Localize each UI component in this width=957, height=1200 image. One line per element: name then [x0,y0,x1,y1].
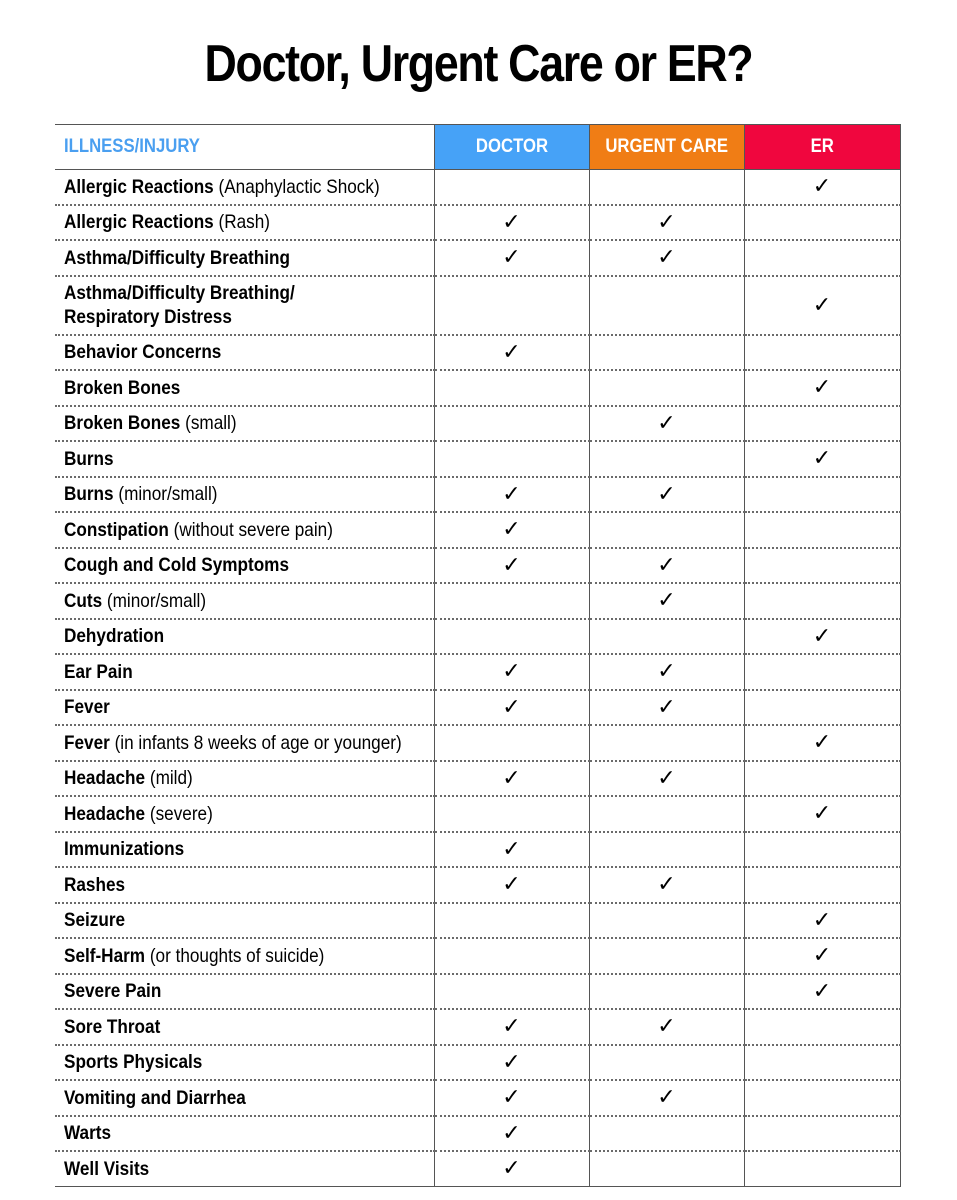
illness-title: Rashes [64,873,126,896]
table-row [55,1009,900,1045]
er-check-cell [744,690,900,726]
er-check-cell: ✓ [744,903,900,939]
table-row [55,441,900,477]
illness-name [55,832,434,868]
table-row [55,1045,900,1081]
doctor-check-cell [434,619,589,655]
doctor-check-cell: ✓ [434,761,589,797]
table-row [55,276,900,335]
er-check-cell [744,205,900,241]
urgent-care-check-cell [589,1045,744,1081]
illness-name [55,240,434,276]
doctor-check-cell [434,796,589,832]
doctor-check-cell [434,276,589,335]
urgent-care-check-cell: ✓ [589,406,744,442]
urgent-care-check-cell [589,170,744,205]
urgent-care-check-cell: ✓ [589,690,744,726]
illness-title: Burns [64,447,114,470]
doctor-check-cell: ✓ [434,1080,589,1116]
illness-title: Cuts [64,589,103,612]
illness-detail: (minor/small) [113,483,218,506]
illness-name [55,1009,434,1045]
urgent-care-check-cell [589,619,744,655]
er-check-cell [744,583,900,619]
illness-title: Dehydration [64,625,165,648]
table-row [55,583,900,619]
illness-name [55,1116,434,1152]
er-check-cell: ✓ [744,796,900,832]
er-check-cell [744,548,900,584]
doctor-check-cell [434,903,589,939]
illness-name [55,406,434,442]
illness-title: Severe Pain [64,980,162,1003]
header-illness-injury: ILLNESS/INJURY [55,125,434,170]
table-body [55,170,900,1187]
table-row [55,370,900,406]
table-row [55,240,900,276]
illness-title: Immunizations [64,838,185,861]
illness-name [55,725,434,761]
doctor-check-cell: ✓ [434,548,589,584]
urgent-care-check-cell: ✓ [589,1080,744,1116]
table-row [55,335,900,371]
illness-title: Sports Physicals [64,1051,203,1074]
illness-name [55,903,434,939]
illness-title: Self-Harm [64,944,146,967]
table-row [55,690,900,726]
er-check-cell: ✓ [744,170,900,205]
illness-name [55,938,434,974]
doctor-check-cell: ✓ [434,1045,589,1081]
illness-title-line2: Respiratory Distress [64,306,232,328]
er-check-cell [744,240,900,276]
doctor-check-cell: ✓ [434,1151,589,1186]
table-row [55,867,900,903]
doctor-check-cell: ✓ [434,832,589,868]
doctor-check-cell [434,725,589,761]
urgent-care-check-cell [589,441,744,477]
urgent-care-check-cell: ✓ [589,583,744,619]
er-check-cell [744,512,900,548]
doctor-check-cell: ✓ [434,1116,589,1152]
er-check-cell [744,406,900,442]
table-row [55,406,900,442]
illness-title: Sore Throat [64,1015,161,1038]
illness-name [55,170,434,205]
illness-name [55,796,434,832]
doctor-check-cell: ✓ [434,512,589,548]
urgent-care-check-cell: ✓ [589,867,744,903]
doctor-check-cell [434,170,589,205]
table-row [55,1151,900,1186]
doctor-check-cell [434,441,589,477]
table-row [55,796,900,832]
illness-name [55,205,434,241]
urgent-care-check-cell [589,1151,744,1186]
illness-name [55,335,434,371]
er-check-cell [744,867,900,903]
er-check-cell: ✓ [744,938,900,974]
doctor-check-cell [434,370,589,406]
table-row [55,938,900,974]
table-row [55,1116,900,1152]
illness-title: Warts [64,1122,112,1145]
er-check-cell: ✓ [744,370,900,406]
table-row [55,548,900,584]
er-check-cell [744,1045,900,1081]
illness-name [55,974,434,1010]
illness-title: Cough and Cold Symptoms [64,554,289,577]
illness-title: Ear Pain [64,660,133,683]
doctor-check-cell [434,974,589,1010]
illness-name [55,654,434,690]
er-check-cell: ✓ [744,974,900,1010]
doctor-check-cell [434,938,589,974]
illness-title: Broken Bones [64,412,181,435]
illness-detail: (Rash) [213,211,270,234]
illness-name [55,370,434,406]
urgent-care-check-cell: ✓ [589,548,744,584]
illness-title: Asthma/Difficulty Breathing/ [64,282,295,304]
illness-name [55,276,434,335]
illness-name [55,690,434,726]
er-check-cell: ✓ [744,725,900,761]
urgent-care-check-cell [589,938,744,974]
urgent-care-check-cell [589,832,744,868]
urgent-care-check-cell [589,725,744,761]
illness-detail: (in infants 8 weeks of age or younger) [109,731,402,754]
er-check-cell: ✓ [744,619,900,655]
illness-detail: (small) [180,412,237,435]
doctor-check-cell: ✓ [434,205,589,241]
urgent-care-check-cell: ✓ [589,240,744,276]
urgent-care-check-cell: ✓ [589,761,744,797]
illness-detail: (Anaphylactic Shock) [213,175,380,198]
urgent-care-check-cell [589,335,744,371]
illness-title: Well Visits [64,1157,150,1180]
illness-detail: (minor/small) [102,589,207,612]
doctor-check-cell [434,406,589,442]
illness-title: Behavior Concerns [64,341,222,364]
doctor-check-cell: ✓ [434,335,589,371]
table-row [55,477,900,513]
header-doctor: DOCTOR [434,125,589,170]
urgent-care-check-cell: ✓ [589,205,744,241]
illness-title: Constipation [64,518,169,541]
table-row [55,761,900,797]
table-row [55,974,900,1010]
er-check-cell [744,654,900,690]
urgent-care-check-cell [589,903,744,939]
header-urgent-care: URGENT CARE [589,125,744,170]
illness-name [55,1151,434,1186]
header-er: ER [744,125,900,170]
illness-title: Vomiting and Diarrhea [64,1086,246,1109]
illness-detail: (or thoughts of suicide) [145,944,325,967]
er-check-cell [744,335,900,371]
er-check-cell [744,1116,900,1152]
illness-detail: (mild) [145,767,193,790]
urgent-care-check-cell [589,796,744,832]
table-row [55,903,900,939]
er-check-cell [744,477,900,513]
illness-detail: (severe) [145,802,213,825]
illness-title: Allergic Reactions [64,175,214,198]
care-comparison-table [55,124,901,1187]
er-check-cell [744,1151,900,1186]
doctor-check-cell: ✓ [434,867,589,903]
urgent-care-check-cell: ✓ [589,654,744,690]
page-title: Doctor, Urgent Care or ER? [204,35,753,93]
table-row [55,1080,900,1116]
table-row [55,832,900,868]
illness-name [55,867,434,903]
illness-name [55,1080,434,1116]
urgent-care-check-cell [589,1116,744,1152]
illness-title: Allergic Reactions [64,211,214,234]
illness-title: Broken Bones [64,376,181,399]
illness-title: Fever [64,731,110,754]
illness-title: Headache [64,802,146,825]
illness-name [55,477,434,513]
illness-name [55,548,434,584]
table-header [55,125,900,170]
er-check-cell [744,761,900,797]
table-row [55,725,900,761]
illness-title: Burns [64,483,114,506]
illness-name [55,441,434,477]
doctor-check-cell: ✓ [434,477,589,513]
er-check-cell [744,1009,900,1045]
table-row [55,205,900,241]
urgent-care-check-cell: ✓ [589,1009,744,1045]
illness-title: Seizure [64,909,126,932]
urgent-care-check-cell [589,974,744,1010]
urgent-care-check-cell [589,512,744,548]
illness-name [55,1045,434,1081]
er-check-cell: ✓ [744,276,900,335]
illness-title: Fever [64,696,110,719]
illness-name [55,583,434,619]
illness-name [55,619,434,655]
er-check-cell: ✓ [744,441,900,477]
er-check-cell [744,832,900,868]
er-check-cell [744,1080,900,1116]
doctor-check-cell: ✓ [434,690,589,726]
illness-title: Asthma/Difficulty Breathing [64,246,290,269]
table-row [55,619,900,655]
illness-title: Headache [64,767,146,790]
urgent-care-check-cell [589,370,744,406]
illness-detail: (without severe pain) [168,518,333,541]
table-row [55,512,900,548]
illness-name [55,512,434,548]
illness-name [55,761,434,797]
doctor-check-cell: ✓ [434,1009,589,1045]
doctor-check-cell [434,583,589,619]
urgent-care-check-cell: ✓ [589,477,744,513]
table-row [55,170,900,205]
urgent-care-check-cell [589,276,744,335]
doctor-check-cell: ✓ [434,240,589,276]
doctor-check-cell: ✓ [434,654,589,690]
table-row [55,654,900,690]
